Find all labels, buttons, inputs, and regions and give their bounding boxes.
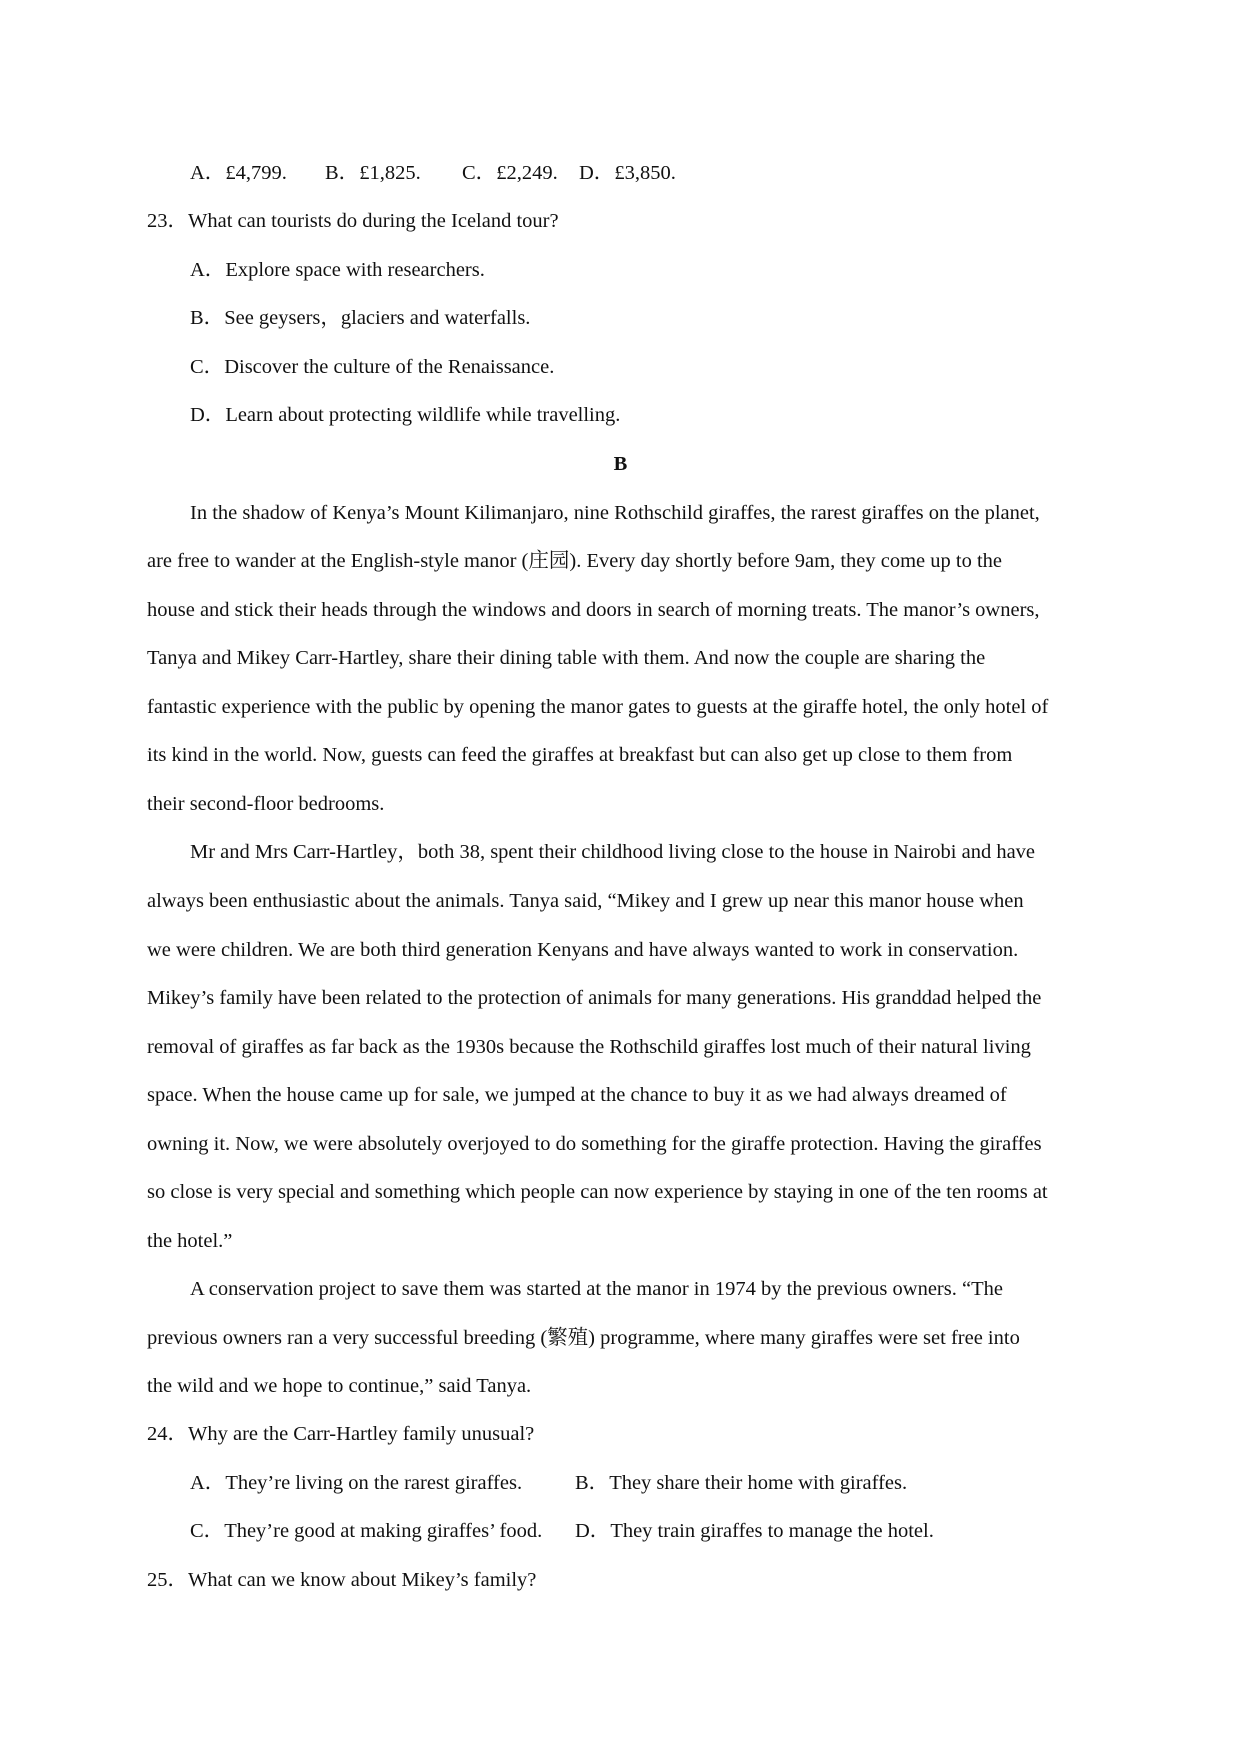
passage-line: the wild and we hope to continue,” said Tanya. [147, 1375, 532, 1397]
section-b-heading: B [613, 453, 628, 475]
q24-option-d: D．They train giraffes to manage the hotel. [575, 1520, 934, 1542]
passage-line: space. When the house came up for sale, we jumped at the chance to buy it as we had always dreamed of [147, 1084, 1007, 1106]
passage-line: we were children. We are both third generation Kenyans and have always wanted to work in conservation. [147, 939, 1019, 961]
passage-line: always been enthusiastic about the animals. Tanya said, “Mikey and I grew up near this manor house when [147, 890, 1024, 912]
q23-option-d: D．Learn about protecting wildlife while travelling. [190, 404, 621, 426]
q23-option-b: B．See geysers，glaciers and waterfalls. [190, 307, 531, 329]
passage-line: house and stick their heads through the windows and doors in search of morning treats. The manor’s owners, [147, 599, 1040, 621]
passage-line: their second-floor bedrooms. [147, 793, 385, 815]
passage-line: previous owners ran a very successful breeding (繁殖) programme, where many giraffes were set free into [147, 1327, 1020, 1349]
passage-line: fantastic experience with the public by opening the manor gates to guests at the giraffe hotel, the only hotel of [147, 696, 1049, 718]
q23-option-c: C．Discover the culture of the Renaissance. [190, 356, 555, 378]
q24-option-a: A．They’re living on the rarest giraffes. [190, 1472, 523, 1494]
q25-question: 25．What can we know about Mikey’s family? [147, 1569, 537, 1591]
passage-line: Mr and Mrs Carr-Hartley，both 38, spent their childhood living close to the house in Nairobi and have [190, 841, 1036, 863]
q23-option-a: A．Explore space with researchers. [190, 259, 485, 281]
passage-line: so close is very special and something which people can now experience by staying in one of the ten rooms at [147, 1181, 1048, 1203]
passage-line: are free to wander at the English-style manor (庄园). Every day shortly before 9am, they come up to the [147, 550, 1003, 572]
passage-line: the hotel.” [147, 1230, 233, 1252]
q24-question: 24．Why are the Carr-Hartley family unusual? [147, 1423, 535, 1445]
q22-option-d: D．£3,850. [579, 162, 676, 184]
passage-line: A conservation project to save them was started at the manor in 1974 by the previous owners. “The [190, 1278, 1003, 1300]
passage-line: Mikey’s family have been related to the protection of animals for many generations. His granddad helped the [147, 987, 1042, 1009]
q22-option-a: A．£4,799. [190, 162, 287, 184]
q22-option-c: C．£2,249. [462, 162, 558, 184]
passage-line: removal of giraffes as far back as the 1930s because the Rothschild giraffes lost much of their natural living [147, 1036, 1031, 1058]
q24-option-c: C．They’re good at making giraffes’ food. [190, 1520, 543, 1542]
passage-line: owning it. Now, we were absolutely overjoyed to do something for the giraffe protection. Having the giraffes [147, 1133, 1042, 1155]
passage-line: Tanya and Mikey Carr-Hartley, share their dining table with them. And now the couple are sharing the [147, 647, 986, 669]
passage-line: its kind in the world. Now, guests can feed the giraffes at breakfast but can also get up close to them from [147, 744, 1013, 766]
q22-option-b: B．£1,825. [325, 162, 421, 184]
q24-option-b: B．They share their home with giraffes. [575, 1472, 908, 1494]
passage-line: In the shadow of Kenya’s Mount Kilimanjaro, nine Rothschild giraffes, the rarest giraffes on the planet, [190, 502, 1040, 524]
q23-question: 23．What can tourists do during the Iceland tour? [147, 210, 559, 232]
